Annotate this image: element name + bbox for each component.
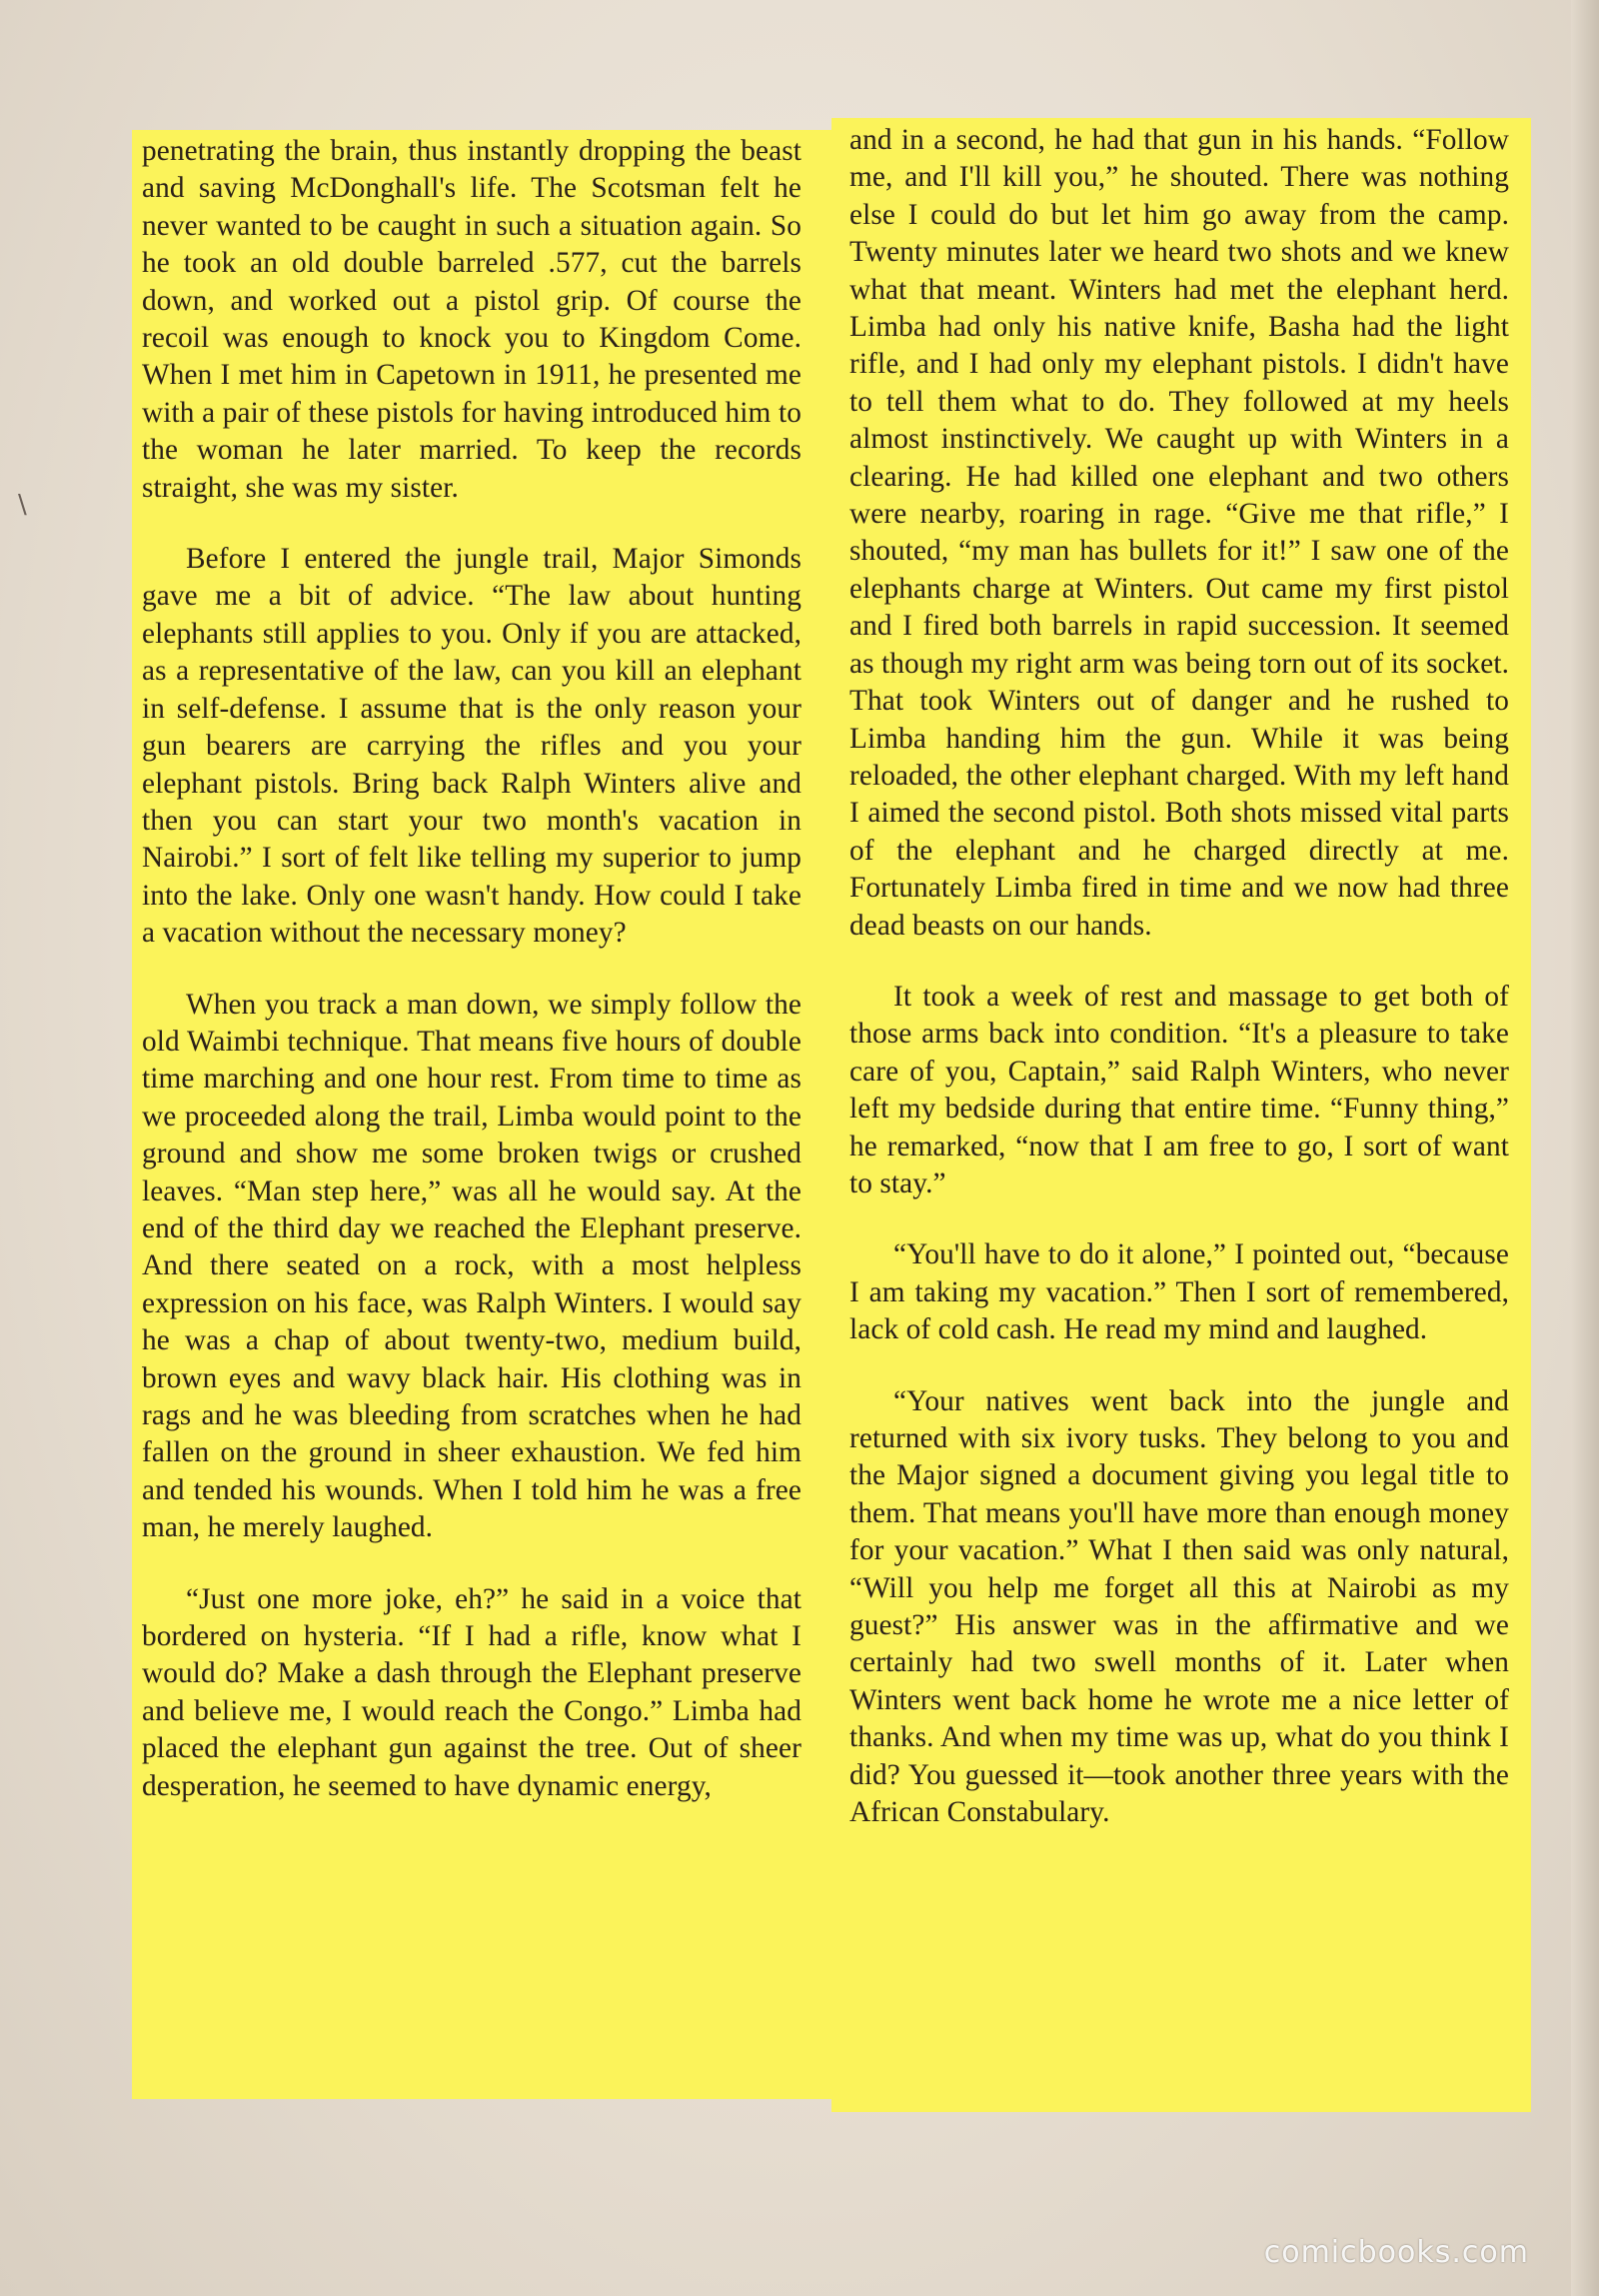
watermark: comicbooks.com bbox=[1263, 2235, 1529, 2270]
paragraph: and in a second, he had that gun in his hands. “Follow me, and I'll kill you,” he shouted. There was nothing else I could do but let him go away from the camp. Twenty minutes later we heard two shots and we knew what that meant. Winters had met the elephant herd. Limba had only his native knife, Basha had the light rifle, and I had only my elephant pistols. I didn't have to tell them what to do. They followed at my heels almost instinctively. We caught up with Winters in a clearing. He had killed one elephant and two others were nearby, roaring in rage. “Give me that rifle,” I shouted, “my man has bullets for it!” I saw one of the elephants charge at Winters. Out came my first pistol and I fired both barrels in rapid succession. It seemed as though my right arm was being torn out of its socket. That took Winters out of danger and he rushed to Limba handing him the gun. While it was being reloaded, the other elephant charged. With my left hand I aimed the second pistol. Both shots missed vital parts of the elephant and he charged directly at me. Fortunately Limba fired in time and we now had three dead beasts on our hands. bbox=[849, 124, 1509, 942]
paragraph: “You'll have to do it alone,” I pointed out, “because I am taking my vacation.” Then I sort of remembered, lack of cold cash. He read my mind and laughed. bbox=[849, 1238, 1509, 1346]
margin-mark: \ bbox=[18, 490, 27, 520]
paragraph: penetrating the brain, thus instantly dropping the beast and saving McDonghall's life. The Scotsman felt he never wanted to be caught in such a situation again. So he took an old double barreled .577, cut the barrels down, and worked out a pistol grip. Of course the recoil was enough to knock you to Kingdom Come. When I met him in Capetown in 1911, he presented me with a pair of these pistols for having introduced him to the woman he later married. To keep the records straight, she was my sister. bbox=[142, 135, 801, 504]
paragraph: “Your natives went back into the jungle and returned with six ivory tusks. They belong to you and the Major signed a document giving you legal title to them. That means you'll have more than enough money for your vacation.” What I then said was only natural, “Will you help me forget all this at Nairobi as my guest?” His answer was in the affirmative and we certainly had two swell months of it. Later when Winters went back home he wrote me a nice letter of thanks. And when my time was up, what do you think I did? You guessed it—took another three years with the African Constabulary. bbox=[849, 1384, 1509, 1829]
page-spine-edge bbox=[1571, 0, 1599, 2296]
left-text-column bbox=[142, 133, 801, 1839]
paragraph: Before I entered the jungle trail, Major Simonds gave me a bit of advice. “The law about hunting elephants still applies to you. Only if you are attacked, as a representative of the law, can you kill an elephant in self-defense. I assume that is the only reason your gun bearers are carrying the rifles and you your elephant pistols. Bring back Ralph Winters alive and then you can start your two month's vacation in Nairobi.” I sort of felt like telling my superior to jump into the lake. Only one wasn't handy. How could I take a vacation without the necessary money? bbox=[142, 543, 801, 950]
paragraph: “Just one more joke, eh?” he said in a voice that bordered on hysteria. “If I had a rifle, know what I would do? Make a dash through the Elephant preserve and believe me, I would reach the Congo.” Limba had placed the elephant gun against the tree. Out of sheer desperation, he seemed to have dynamic energy, bbox=[142, 1582, 801, 1802]
paragraph: When you track a man down, we simply follow the old Waimbi technique. That means five hours of double time marching and one hour rest. From time to time as we proceeded along the trail, Limba would point to the ground and show me some broken twigs or crushed leaves. “Man step here,” was all he would say. At the end of the third day we reached the Elephant preserve. And there seated on a rock, with a most helpless expression on his face, was Ralph Winters. I would say he was a chap of about twenty-two, medium build, brown eyes and wavy black hair. His clothing was in rags and he was bleeding from scratches when he had fallen on the ground in sheer exhaustion. We fed him and tended his wounds. When I told him he was a free man, he merely laughed. bbox=[142, 988, 801, 1544]
paragraph: It took a week of rest and massage to get both of those arms back into condition. “It's a pleasure to take care of you, Captain,” said Ralph Winters, who never left my bedside during that entire time. “Funny thing,” he remarked, “now that I am free to go, I sort of want to stay.” bbox=[849, 980, 1509, 1199]
right-text-column bbox=[849, 122, 1509, 1865]
